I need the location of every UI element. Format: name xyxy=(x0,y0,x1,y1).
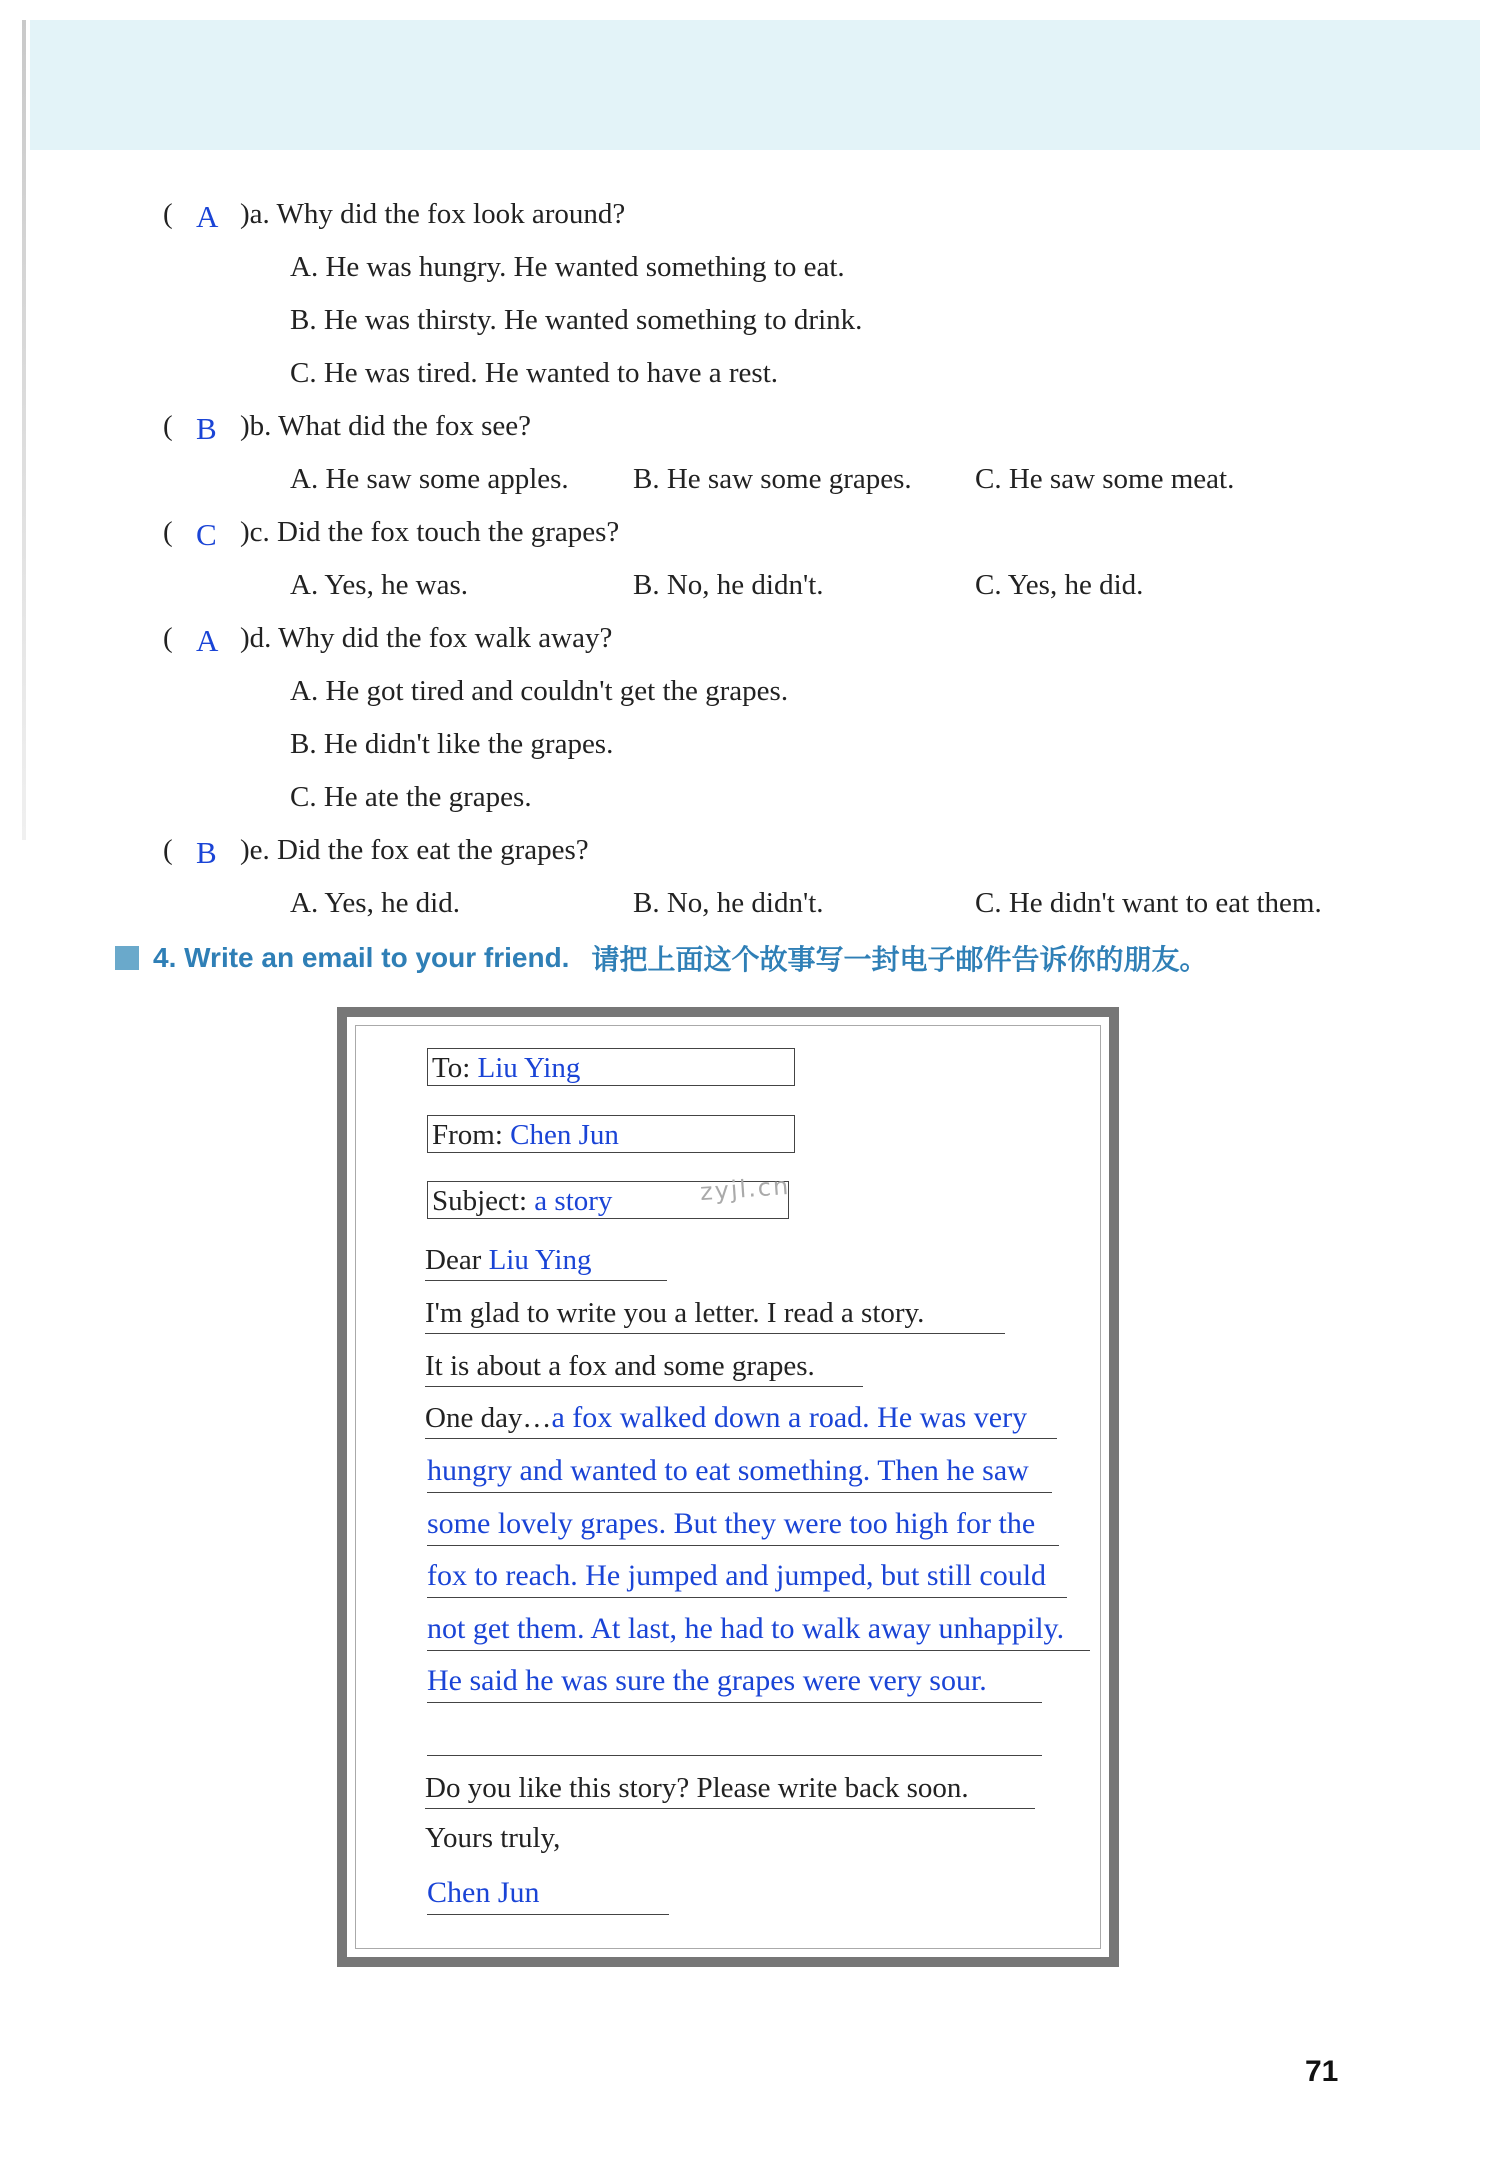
dear-line xyxy=(425,1240,667,1281)
watermark: zyjl.cn xyxy=(699,1171,792,1207)
story-line: some lovely grapes. But they were too high for the xyxy=(427,1503,1059,1546)
paren-open: ( xyxy=(163,198,173,230)
question-c: )c. Did the fox touch the grapes? xyxy=(240,516,620,548)
from-value: Chen Jun xyxy=(510,1119,619,1151)
email-line: I'm glad to write you a letter. I read a story. xyxy=(425,1293,1005,1334)
closing: Yours truly, xyxy=(425,1822,561,1854)
question-d: )d. Why did the fox walk away? xyxy=(240,622,613,654)
section-4-title: 4. Write an email to your friend. xyxy=(153,942,570,973)
subject-value: a story xyxy=(534,1185,613,1217)
option: C. Yes, he did. xyxy=(975,569,1144,601)
option: C. He saw some meat. xyxy=(975,463,1235,495)
story-line: He said he was sure the grapes were very sour. xyxy=(427,1660,1042,1703)
option: B. No, he didn't. xyxy=(633,887,824,919)
answer-c: C xyxy=(196,517,217,552)
answer-e: B xyxy=(196,835,217,870)
answer-a: A xyxy=(196,199,219,234)
section-marker-icon xyxy=(115,946,139,970)
email-line: Do you like this story? Please write back soon. xyxy=(425,1768,1035,1809)
dear-value: Liu Ying xyxy=(488,1244,592,1276)
story-line: fox to reach. He jumped and jumped, but still could xyxy=(427,1555,1067,1598)
option: B. He was thirsty. He wanted something to drink. xyxy=(290,304,863,336)
story-line: a fox walked down a road. He was very xyxy=(551,1401,1028,1434)
blank-line xyxy=(427,1713,1042,1756)
page-number: 71 xyxy=(1305,2055,1339,2088)
section-4-instruction: 请把上面这个故事写一封电子邮件告诉你的朋友。 xyxy=(591,943,1208,976)
section-4-heading xyxy=(115,938,1207,978)
from-label: From: xyxy=(432,1119,503,1151)
option: C. He was tired. He wanted to have a rest. xyxy=(290,357,779,389)
binding-shadow xyxy=(22,20,26,840)
answer-b: B xyxy=(196,411,217,446)
one-day-line xyxy=(425,1398,1057,1439)
email-line: It is about a fox and some grapes. xyxy=(425,1346,863,1387)
question-a: )a. Why did the fox look around? xyxy=(240,198,626,230)
option: A. Yes, he was. xyxy=(290,569,469,601)
paren-open: ( xyxy=(163,834,173,866)
option: A. Yes, he did. xyxy=(290,887,460,919)
header-band xyxy=(30,20,1480,150)
option: C. He didn't want to eat them. xyxy=(975,887,1322,919)
dear-label: Dear xyxy=(425,1244,482,1276)
paren-open: ( xyxy=(163,410,173,442)
to-value: Liu Ying xyxy=(477,1052,581,1084)
option: B. He saw some grapes. xyxy=(633,463,912,495)
option: A. He got tired and couldn't get the grapes. xyxy=(290,675,789,707)
question-e: )e. Did the fox eat the grapes? xyxy=(240,834,589,866)
from-field xyxy=(427,1115,795,1153)
option: B. He didn't like the grapes. xyxy=(290,728,614,760)
option: A. He saw some apples. xyxy=(290,463,569,495)
to-label: To: xyxy=(432,1052,471,1084)
subject-label: Subject: xyxy=(432,1185,528,1217)
one-day-label: One day… xyxy=(425,1402,552,1434)
to-field xyxy=(427,1048,795,1086)
signature: Chen Jun xyxy=(427,1872,669,1915)
story-line: not get them. At last, he had to walk away unhappily. xyxy=(427,1608,1090,1651)
paren-open: ( xyxy=(163,516,173,548)
question-b: )b. What did the fox see? xyxy=(240,410,531,442)
story-line: hungry and wanted to eat something. Then he saw xyxy=(427,1450,1052,1493)
answer-d: A xyxy=(196,623,219,658)
option: C. He ate the grapes. xyxy=(290,781,532,813)
paren-open: ( xyxy=(163,622,173,654)
option: A. He was hungry. He wanted something to eat. xyxy=(290,251,845,283)
option: B. No, he didn't. xyxy=(633,569,824,601)
